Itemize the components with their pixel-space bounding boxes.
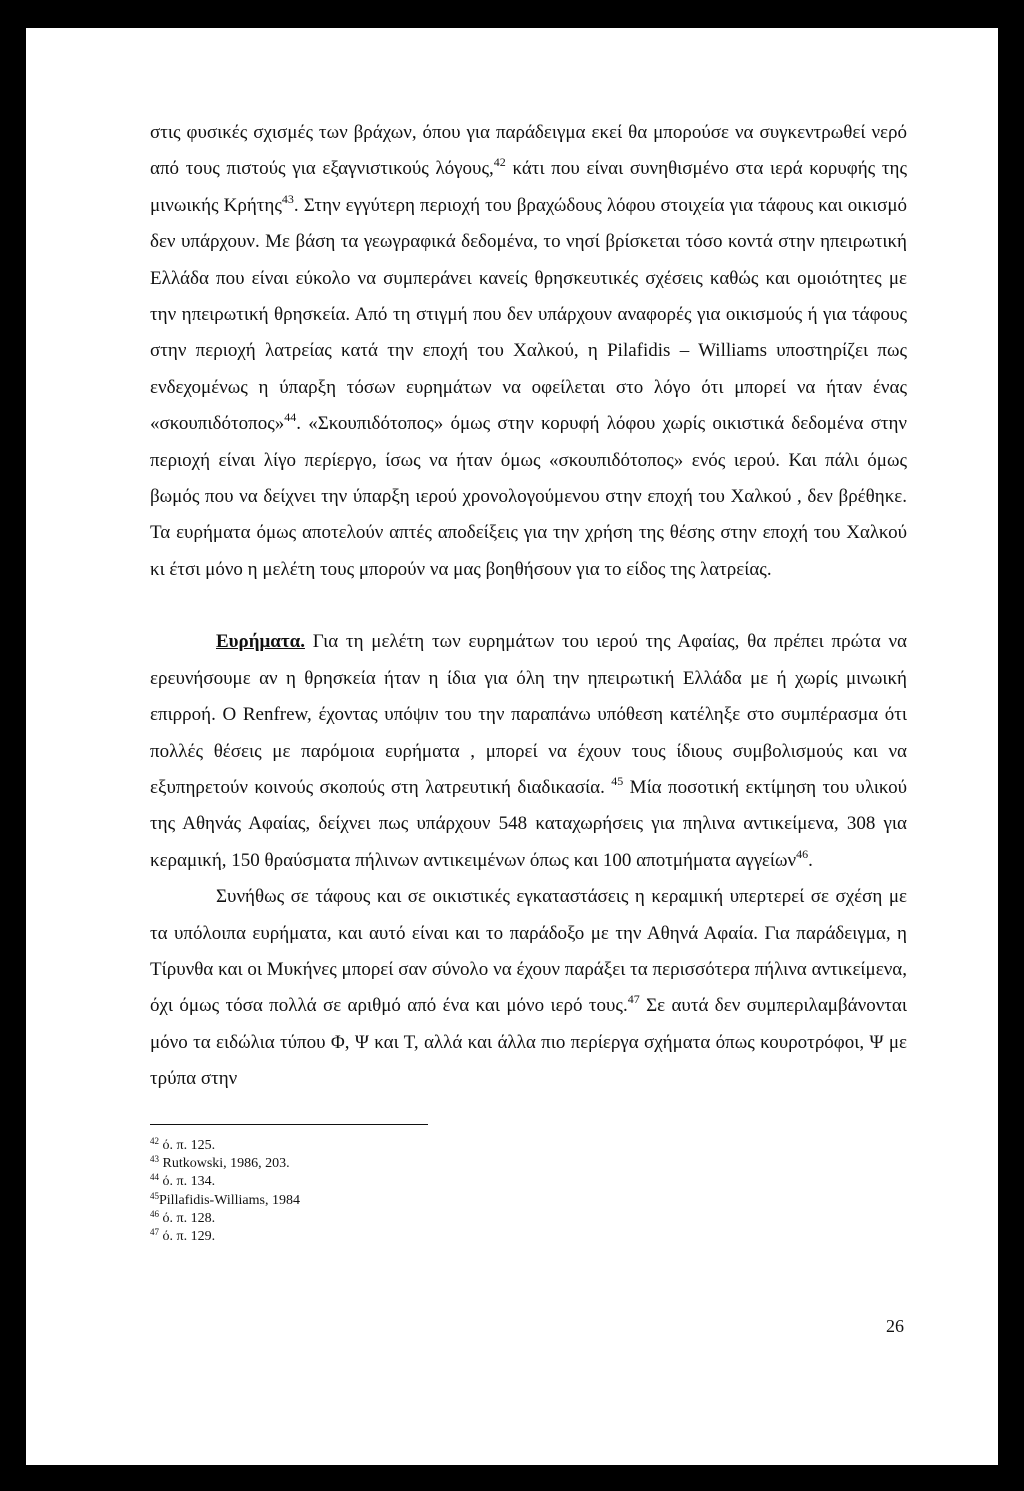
footnote-number: 42 bbox=[150, 1136, 159, 1146]
footnote-number: 44 bbox=[150, 1172, 159, 1183]
document-page bbox=[26, 28, 998, 1465]
paragraph-3-text-2: Σε αυτά δεν συμπεριλαμβάνονται μόνο τα ειδώλια τύπου Φ, Ψ και Τ, αλλά και άλλα πιο περίεργα σχήματα όπως κουροτρόφοι, Ψ με τρύπα στην bbox=[150, 995, 907, 1090]
footnote-ref-46: 46 bbox=[796, 846, 809, 861]
footnote-46 bbox=[150, 1210, 300, 1228]
paragraph-1 bbox=[150, 115, 907, 588]
footnote-43 bbox=[150, 1155, 300, 1173]
footnote-ref-42: 42 bbox=[493, 155, 506, 170]
paragraph-2-text-3: . bbox=[808, 849, 813, 871]
footnote-number: 45 bbox=[150, 1190, 159, 1201]
footnote-text: Pillafidis-Williams, 1984 bbox=[159, 1192, 300, 1208]
paragraph-2-text-1: Για τη μελέτη των ευρημάτων του ιερού της Αφαίας, θα πρέπει πρώτα να ερευνήσουμε αν η θρησκεία ήταν η ίδια για όλη την ηπειρωτική Ελλάδα με ή χωρίς μινωική επιρροή. Ο Renfrew, έχοντας υπόψιν του την παραπάνω υπόθεση κατέληξε στο συμπέρασμα ότι πολλές θέσεις με παρόμοια ευρήματα , μπορεί να έχουν τους ίδιους συμβολισμούς και να εξυπηρετούν κοινούς σκοπούς στη λατρευτική διαδικασία. bbox=[150, 631, 907, 798]
footnote-number: 46 bbox=[150, 1208, 159, 1219]
paragraph-2-text-2: Μία ποσοτική εκτίμηση του υλικού της Αθηνάς Αφαίας, δείχνει πως υπάρχουν 548 καταχωρήσεις για πηλινα αντικείμενα, 308 για κεραμική, 150 θραύσματα πήλινων αντικειμένων όπως και 100 αποτμήματα αγγείων bbox=[150, 776, 907, 871]
footnote-44 bbox=[150, 1173, 300, 1191]
footnote-text: Rutkowski, 1986, 203. bbox=[159, 1156, 290, 1172]
footnote-ref-44: 44 bbox=[284, 410, 297, 425]
paragraph-1-text-4: . «Σκουπιδότοπος» όμως στην κορυφή λόφου χωρίς οικιστικά δεδομένα στην περιοχή είναι λίγο περίεργο, ίσως να ήταν όμως «σκουπιδότοπος» ενός ιερού. Και πάλι όμως βωμός που να δείχνει την ύπαρξη ιερού χρονολογούμενου στην εποχή του Χαλκού , δεν βρέθηκε. Τα ευρήματα όμως αποτελούν απτές αποδείξεις για την χρήση της θέσης στην εποχή του Χαλκού κι έτσι μόνο η μελέτη τους μπορούν να μας βοηθήσουν για το είδος της λατρείας. bbox=[150, 413, 907, 580]
paragraph-3 bbox=[150, 879, 907, 1097]
page-number: 26 bbox=[886, 1316, 904, 1336]
body-text bbox=[150, 115, 907, 1098]
paragraph-1-text-3: . Στην εγγύτερη περιοχή του βραχώδους λόφου στοιχεία για τάφους και οικισμό δεν υπάρχουν. Με βάση τα γεωγραφικά δεδομένα, το νησί βρίσκεται τόσο κοντά στην ηπειρωτική Ελλάδα που είναι εύκολο να συμπεράνει κανείς θρησκευτικές σχέσεις καθώς και ομοιότητες με την ηπειρωτική θρησκεία. Από τη στιγμή που δεν υπάρχουν αναφορές για οικισμούς ή για τάφους στην περιοχή λατρείας κατά την εποχή του Χαλκού, η Pilafidis – Williams υποστηρίζει πως ενδεχομένως η ύπαρξη τόσων ευρημάτων να οφείλεται στο λόγο ότι μπορεί να ήταν ένας «σκουπιδότοπος» bbox=[150, 194, 908, 435]
paragraph-3-text-1: Συνήθως σε τάφους και σε οικιστικές εγκαταστάσεις η κεραμική υπερτερεί σε σχέση με τα υπόλοιπα ευρήματα, και αυτό είναι και το παράδοξο με την Αθηνά Αφαία. Για παράδειγμα, η Τίρυνθα και οι Μυκήνες μπορεί σαν σύνολο να έχουν παράξει τα περισσότερα πήλινα αντικείμενα, όχι όμως τόσα πολλά σε αριθμό από ένα και μόνο ιερό τους. bbox=[150, 886, 907, 1017]
footnote-ref-47: 47 bbox=[627, 992, 640, 1007]
paragraph-2 bbox=[150, 624, 907, 879]
footnote-text: ό. π. 129. bbox=[159, 1229, 216, 1245]
footnote-text: ό. π. 128. bbox=[159, 1210, 216, 1226]
footnote-45 bbox=[150, 1192, 300, 1210]
paragraph-1-text-1: στις φυσικές σχισμές των βράχων, όπου για παράδειγμα εκεί θα μπορούσε να συγκεντρωθεί νερό από τους πιστούς για εξαγνιστικούς λόγους, bbox=[150, 122, 907, 180]
footnotes bbox=[150, 1137, 300, 1246]
footnote-separator bbox=[150, 1124, 428, 1125]
paragraph-1-text-2: κάτι που είναι συνηθισμένο στα ιερά κορυφής της μινωικής Κρήτης bbox=[150, 158, 907, 216]
footnote-ref-45: 45 bbox=[611, 773, 624, 788]
footnote-number: 43 bbox=[150, 1154, 159, 1165]
footnote-text: ό. π. 125. bbox=[159, 1138, 216, 1153]
section-heading: Ευρήματα. bbox=[216, 631, 305, 653]
footnote-ref-43: 43 bbox=[281, 191, 294, 206]
footnote-42 bbox=[150, 1137, 300, 1155]
footnote-number: 47 bbox=[150, 1227, 159, 1238]
footnote-47 bbox=[150, 1228, 300, 1246]
footnote-text: ό. π. 134. bbox=[159, 1174, 216, 1190]
